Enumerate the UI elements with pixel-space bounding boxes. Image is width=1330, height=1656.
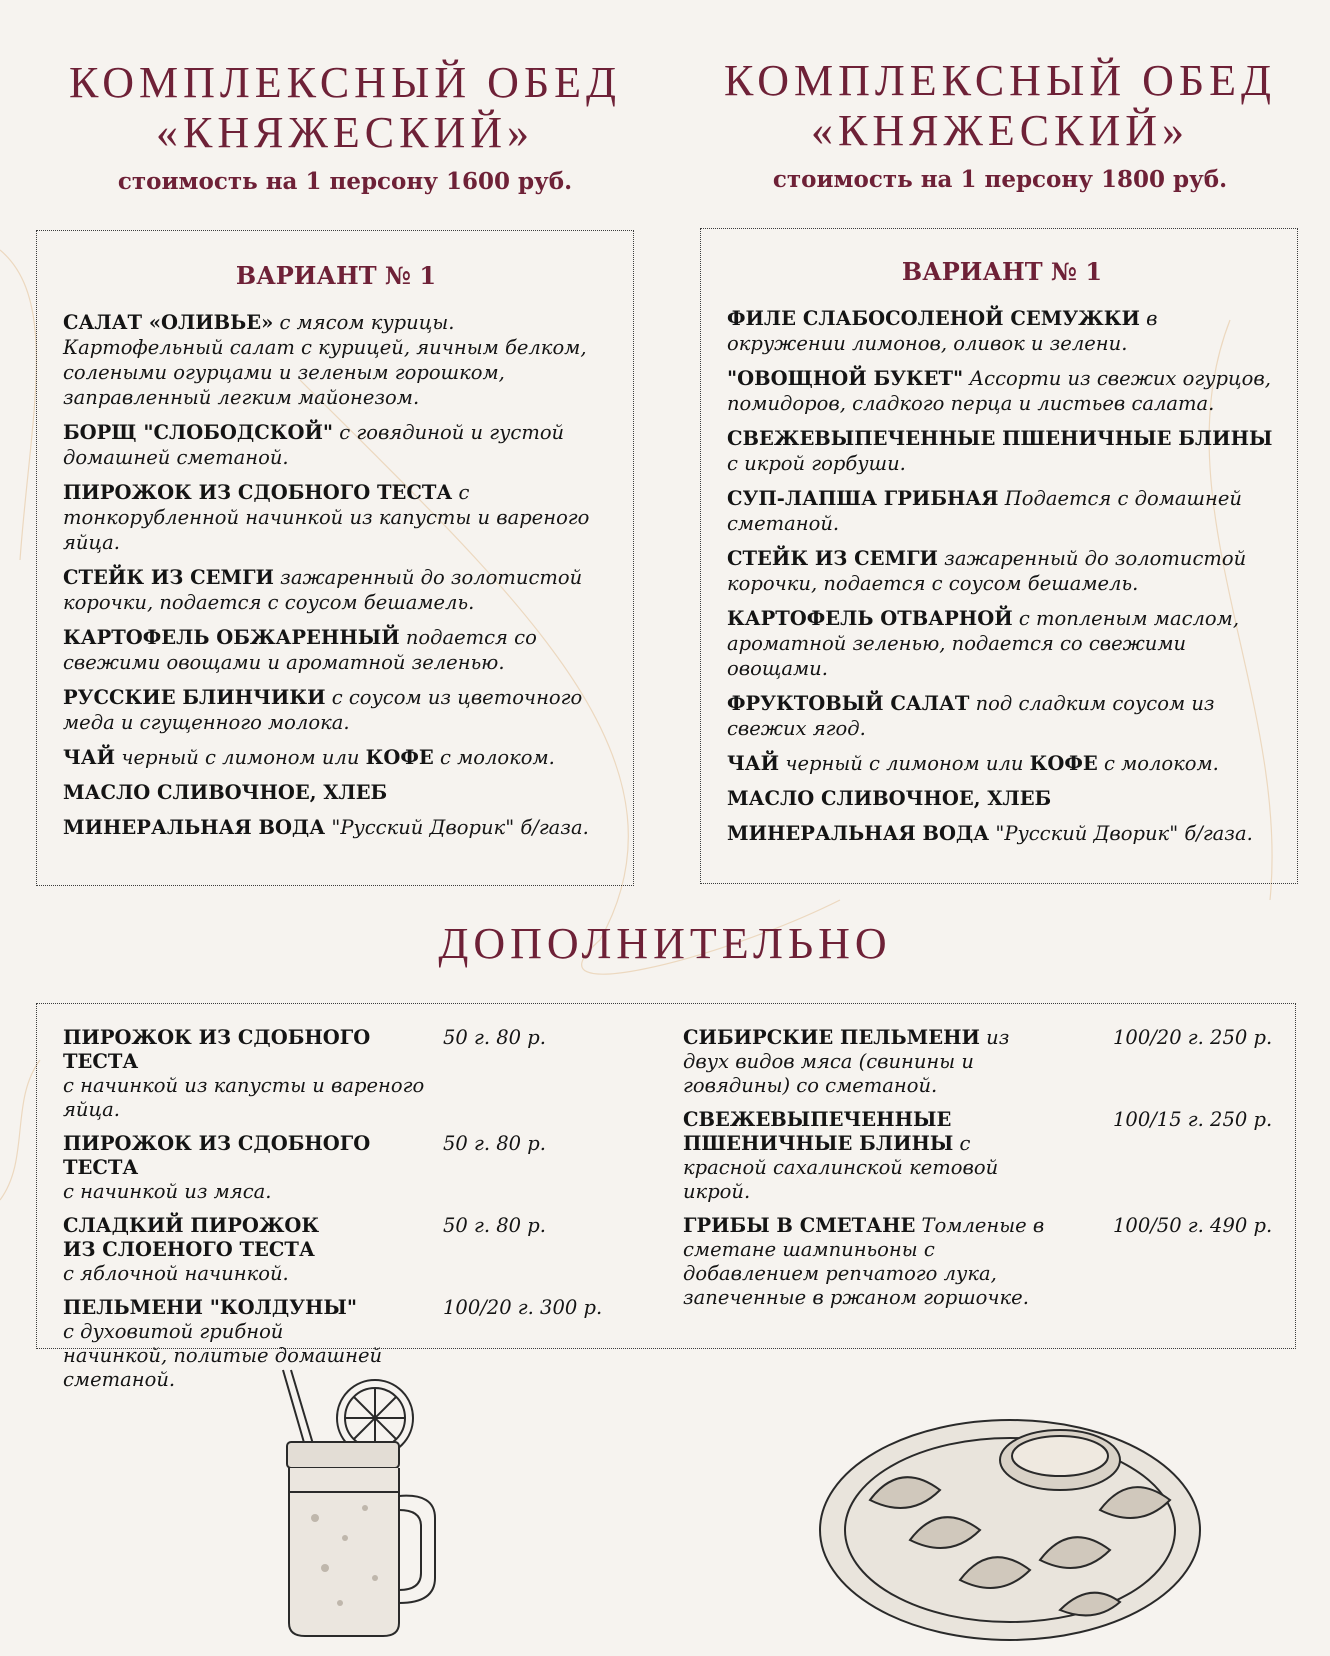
additional-item-qty: 100/20 г. 300 р. — [443, 1296, 603, 1319]
left-menu-box — [36, 230, 634, 886]
menu-item: МАСЛО СЛИВОЧНОЕ, ХЛЕБ — [63, 781, 388, 804]
additional-item: СЛАДКИЙ ПИРОЖОК ИЗ СЛОЕНОГО ТЕСТА с яблочной начинкой. 50 г. 80 р. — [63, 1214, 603, 1286]
left-price: стоимость на 1 персону 1600 руб. — [117, 168, 573, 195]
left-variant-heading: ВАРИАНТ № 1 — [235, 261, 437, 290]
additional-box — [36, 1003, 1296, 1391]
left-menu-header — [55, 58, 635, 195]
lemonade-jar-illustration — [265, 1368, 455, 1640]
menu-item: РУССКИЕ БЛИНЧИКИ с соусом из цветочного меда и сгущенного молока. — [63, 686, 583, 734]
additional-item: ПЕЛЬМЕНИ "КОЛДУНЫ" с духовитой грибной начинкой, политые домашней сметаной. 100/20 г. 300 р. — [63, 1296, 603, 1391]
right-menu-header — [710, 56, 1290, 193]
menu-item: МИНЕРАЛЬНАЯ ВОДА "Русский Дворик" б/газа. — [727, 822, 1253, 845]
additional-item-qty: 50 г. 80 р. — [443, 1132, 546, 1155]
menu-item: КАРТОФЕЛЬ ОТВАРНОЙ с топленым маслом, ароматной зеленью, подается со свежими овощами. — [727, 607, 1240, 680]
menu-item: СТЕЙК ИЗ СЕМГИ зажаренный до золотистой корочки, подается с соусом бешамель. — [727, 547, 1247, 595]
menu-item: БОРЩ "СЛОБОДСКОЙ" с говядиной и густой домашней сметаной. — [63, 421, 565, 469]
additional-item-qty: 50 г. 80 р. — [443, 1026, 546, 1049]
menu-item: ФИЛЕ СЛАБОСОЛЕНОЙ СЕМУЖКИ в окружении лимонов, оливок и зелени. — [727, 307, 1158, 355]
left-title-line2: «КНЯЖЕСКИЙ» — [155, 108, 535, 157]
additional-item-qty: 100/50 г. 490 р. — [1113, 1214, 1273, 1237]
additional-item: СИБИРСКИЕ ПЕЛЬМЕНИ из двух видов мяса (свинины и говядины) со сметаной. 100/20 г. 250 р. — [683, 1026, 1283, 1098]
menu-item: МИНЕРАЛЬНАЯ ВОДА "Русский Дворик" б/газа. — [63, 816, 589, 839]
additional-title: ДОПОЛНИТЕЛЬНО — [438, 919, 892, 968]
additional-item: ГРИБЫ В СМЕТАНЕ Томленые в сметане шампиньоны с добавлением репчатого лука, запеченные в ржаном горшочке. 100/50 г. 490 р. — [683, 1214, 1283, 1310]
right-menu-list — [727, 306, 1277, 846]
left-title-line1: КОМПЛЕКСНЫЙ ОБЕД — [68, 58, 622, 107]
menu-item: "ОВОЩНОЙ БУКЕТ" Ассорти из свежих огурцов, помидоров, сладкого перца и листьев салата. — [727, 367, 1271, 415]
dumplings-plate-illustration — [810, 1380, 1210, 1650]
menu-item: СВЕЖЕВЫПЕЧЕННЫЕ ПШЕНИЧНЫЕ БЛИНЫ с икрой горбуши. — [727, 427, 1273, 475]
additional-left-column — [63, 1026, 663, 1391]
left-menu-list — [63, 310, 609, 840]
right-title-line2: «КНЯЖЕСКИЙ» — [810, 106, 1190, 155]
right-price: стоимость на 1 персону 1800 руб. — [772, 166, 1228, 193]
additional-item-qty: 100/20 г. 250 р. — [1113, 1026, 1273, 1049]
right-title-line1: КОМПЛЕКСНЫЙ ОБЕД — [723, 56, 1277, 105]
right-menu-box — [700, 228, 1298, 884]
menu-item: СУП-ЛАПША ГРИБНАЯ Подается с домашней сметаной. — [727, 487, 1242, 535]
menu-item: ЧАЙ черный с лимоном или КОФЕ с молоком. — [63, 746, 555, 769]
additional-item: ПИРОЖОК ИЗ СДОБНОГО ТЕСТА с начинкой из капусты и вареного яйца. 50 г. 80 р. — [63, 1026, 603, 1122]
menu-item: СТЕЙК ИЗ СЕМГИ зажаренный до золотистой корочки, подается с соусом бешамель. — [63, 566, 583, 614]
additional-item: СВЕЖЕВЫПЕЧЕННЫЕ ПШЕНИЧНЫЕ БЛИНЫ с красной сахалинской кетовой икрой. 100/15 г. 250 р. — [683, 1108, 1283, 1204]
menu-item: ПИРОЖОК ИЗ СДОБНОГО ТЕСТА с тонкорубленной начинкой из капусты и вареного яйца. — [63, 481, 590, 554]
menu-item: МАСЛО СЛИВОЧНОЕ, ХЛЕБ — [727, 787, 1052, 810]
additional-item-qty: 50 г. 80 р. — [443, 1214, 546, 1237]
menu-item: САЛАТ «ОЛИВЬЕ» с мясом курицы. Картофельный салат с курицей, яичным белком, солеными огурцами и зеленым горошком, заправленный легким майонезом. — [63, 311, 587, 409]
menu-item: ЧАЙ черный с лимоном или КОФЕ с молоком. — [727, 752, 1219, 775]
menu-item: КАРТОФЕЛЬ ОБЖАРЕННЫЙ подается со свежими овощами и ароматной зеленью. — [63, 626, 537, 674]
right-variant-heading: ВАРИАНТ № 1 — [901, 257, 1103, 286]
additional-item: ПИРОЖОК ИЗ СДОБНОГО ТЕСТА с начинкой из мяса. 50 г. 80 р. — [63, 1132, 603, 1204]
additional-right-column — [663, 1026, 1283, 1348]
additional-item-qty: 100/15 г. 250 р. — [1113, 1108, 1273, 1131]
menu-item: ФРУКТОВЫЙ САЛАТ под сладким соусом из свежих ягод. — [727, 692, 1215, 740]
